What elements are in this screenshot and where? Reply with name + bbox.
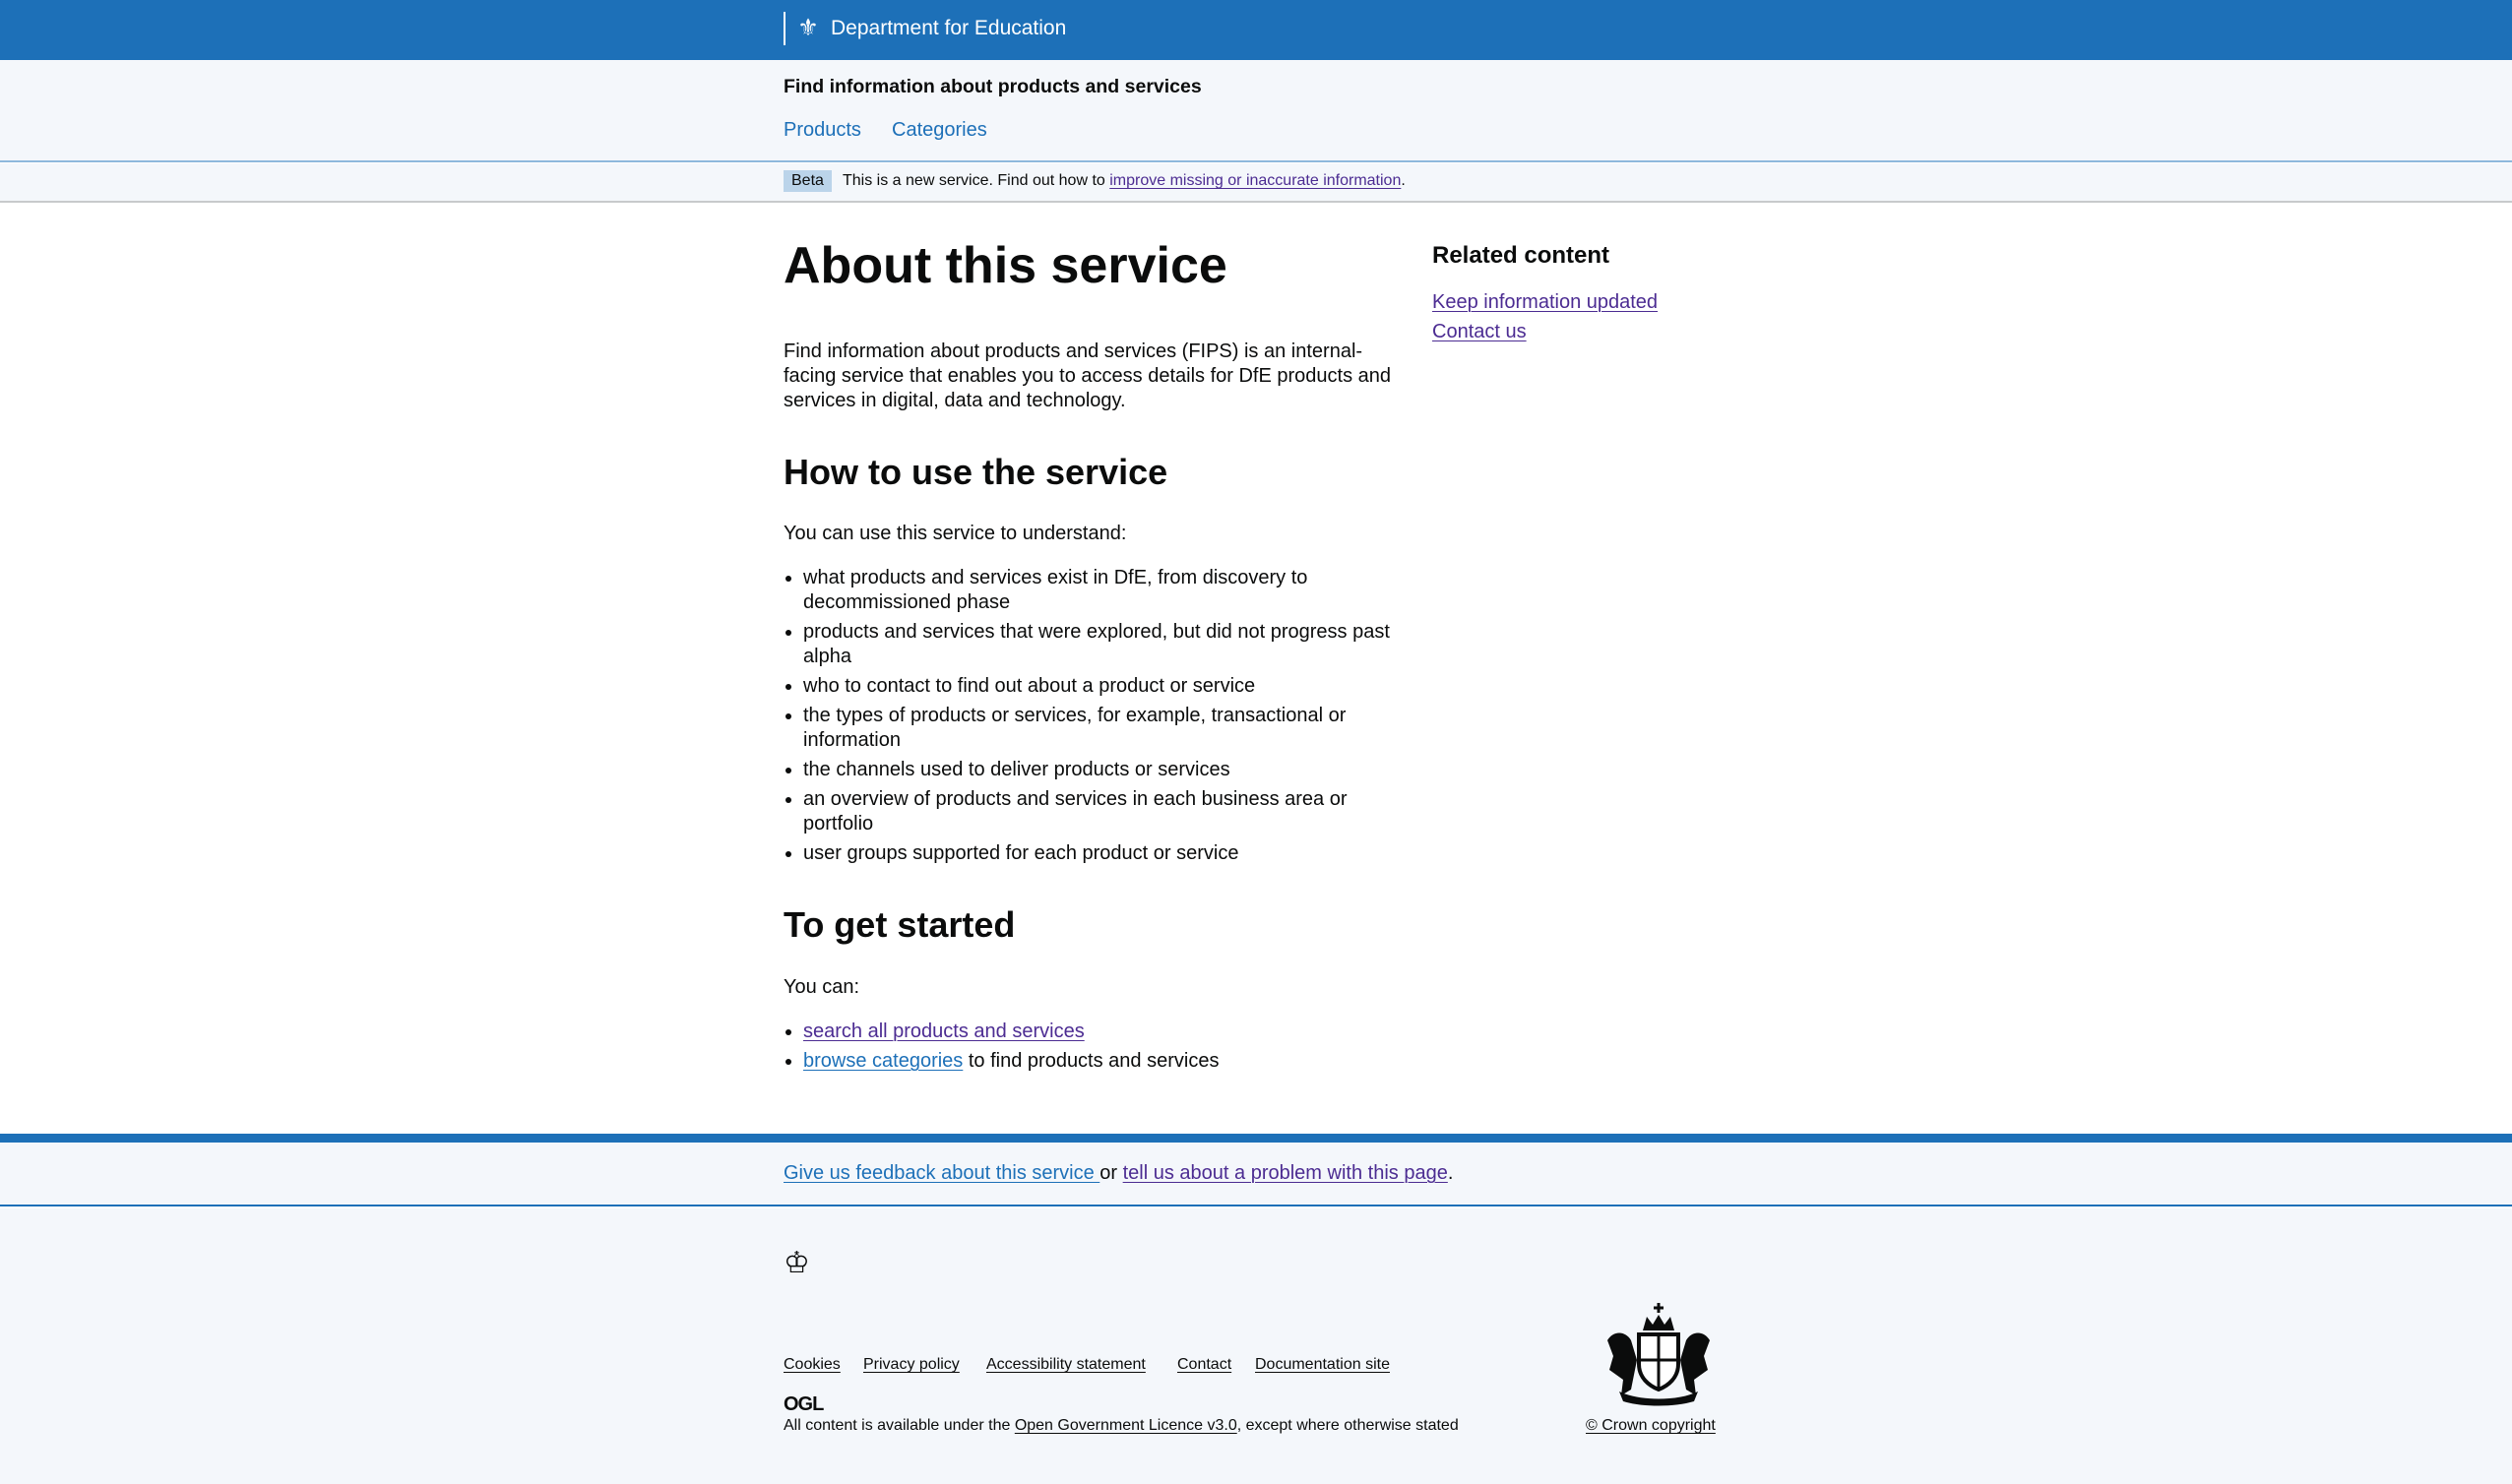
intro-paragraph: Find information about products and services (FIPS) is an internal-facing service that enables you to access details for DfE products and services in digital, data and technology. bbox=[784, 340, 1392, 411]
list-item: who to contact to find out about a product or service bbox=[784, 674, 1413, 699]
nav-products[interactable]: Products bbox=[784, 119, 861, 141]
list-item: products and services that were explored, but did not progress past alpha bbox=[784, 620, 1413, 669]
heading-get-started: To get started bbox=[784, 904, 1016, 945]
list-item bbox=[784, 1020, 1413, 1044]
contact-us-link[interactable]: Contact us bbox=[1432, 321, 1527, 342]
footer bbox=[0, 1208, 2512, 1484]
licence-post: , except where otherwise stated bbox=[1236, 1417, 1459, 1434]
site-header bbox=[0, 0, 2512, 60]
crown-copyright-link[interactable]: © Crown copyright bbox=[1586, 1417, 1716, 1434]
report-problem-link[interactable]: tell us about a problem with this page bbox=[1122, 1162, 1448, 1184]
footer-link-accessibility[interactable]: Accessibility statement bbox=[986, 1356, 1146, 1373]
footer-top-bar bbox=[0, 1134, 2512, 1143]
footer-link-documentation[interactable]: Documentation site bbox=[1255, 1356, 1390, 1373]
ogl-link[interactable]: Open Government Licence v3.0 bbox=[1014, 1417, 1237, 1434]
footer-link-contact[interactable]: Contact bbox=[1177, 1356, 1232, 1373]
feedback-end: . bbox=[1447, 1162, 1454, 1184]
give-feedback-link[interactable]: Give us feedback about this service bbox=[784, 1162, 1100, 1184]
heading-how-to-use: How to use the service bbox=[784, 452, 1168, 492]
crown-icon: ♔ bbox=[784, 1247, 810, 1279]
list-item: the types of products or services, for example, transactional or information bbox=[784, 704, 1413, 753]
list-item bbox=[784, 1049, 1413, 1074]
footer-link-privacy[interactable]: Privacy policy bbox=[863, 1356, 960, 1373]
beta-text bbox=[843, 172, 1406, 190]
browse-text: to find products and services bbox=[963, 1050, 1220, 1072]
royal-crest-icon: ⚜ bbox=[797, 15, 819, 41]
service-header bbox=[0, 60, 2512, 162]
licence-text bbox=[784, 1417, 1459, 1435]
service-title[interactable]: Find information about products and services bbox=[784, 76, 1202, 97]
page-title: About this service bbox=[784, 237, 1227, 294]
footer-link-cookies[interactable]: Cookies bbox=[784, 1356, 841, 1373]
browse-categories-link[interactable]: browse categories bbox=[803, 1050, 964, 1072]
related-content-heading: Related content bbox=[1432, 242, 1610, 269]
beta-end: . bbox=[1401, 172, 1406, 189]
search-all-link[interactable]: search all products and services bbox=[803, 1020, 1085, 1042]
start-intro: You can: bbox=[784, 976, 860, 998]
beta-tag: Beta bbox=[784, 170, 832, 192]
keep-info-updated-link[interactable]: Keep information updated bbox=[1432, 291, 1659, 313]
ogl-logo: OGL bbox=[784, 1393, 824, 1415]
list-item: an overview of products and services in each business area or portfolio bbox=[784, 787, 1413, 836]
start-list bbox=[784, 1020, 1413, 1079]
licence-pre: All content is available under the bbox=[784, 1417, 1015, 1434]
improve-info-link[interactable]: improve missing or inaccurate information bbox=[1109, 172, 1402, 189]
beta-message: This is a new service. Find out how to bbox=[843, 172, 1110, 189]
dfe-logo-link[interactable] bbox=[784, 12, 1066, 45]
use-list bbox=[784, 566, 1413, 871]
list-item: the channels used to deliver products or services bbox=[784, 758, 1413, 782]
nav-categories[interactable]: Categories bbox=[892, 119, 987, 141]
list-item: what products and services exist in DfE, from discovery to decommissioned phase bbox=[784, 566, 1413, 615]
org-name: Department for Education bbox=[831, 17, 1067, 39]
use-intro: You can use this service to understand: bbox=[784, 523, 1127, 544]
list-item: user groups supported for each product or service bbox=[784, 841, 1413, 866]
or-text: or bbox=[1099, 1162, 1123, 1184]
feedback-text bbox=[784, 1162, 1453, 1185]
royal-coat-of-arms-icon bbox=[1600, 1301, 1718, 1407]
